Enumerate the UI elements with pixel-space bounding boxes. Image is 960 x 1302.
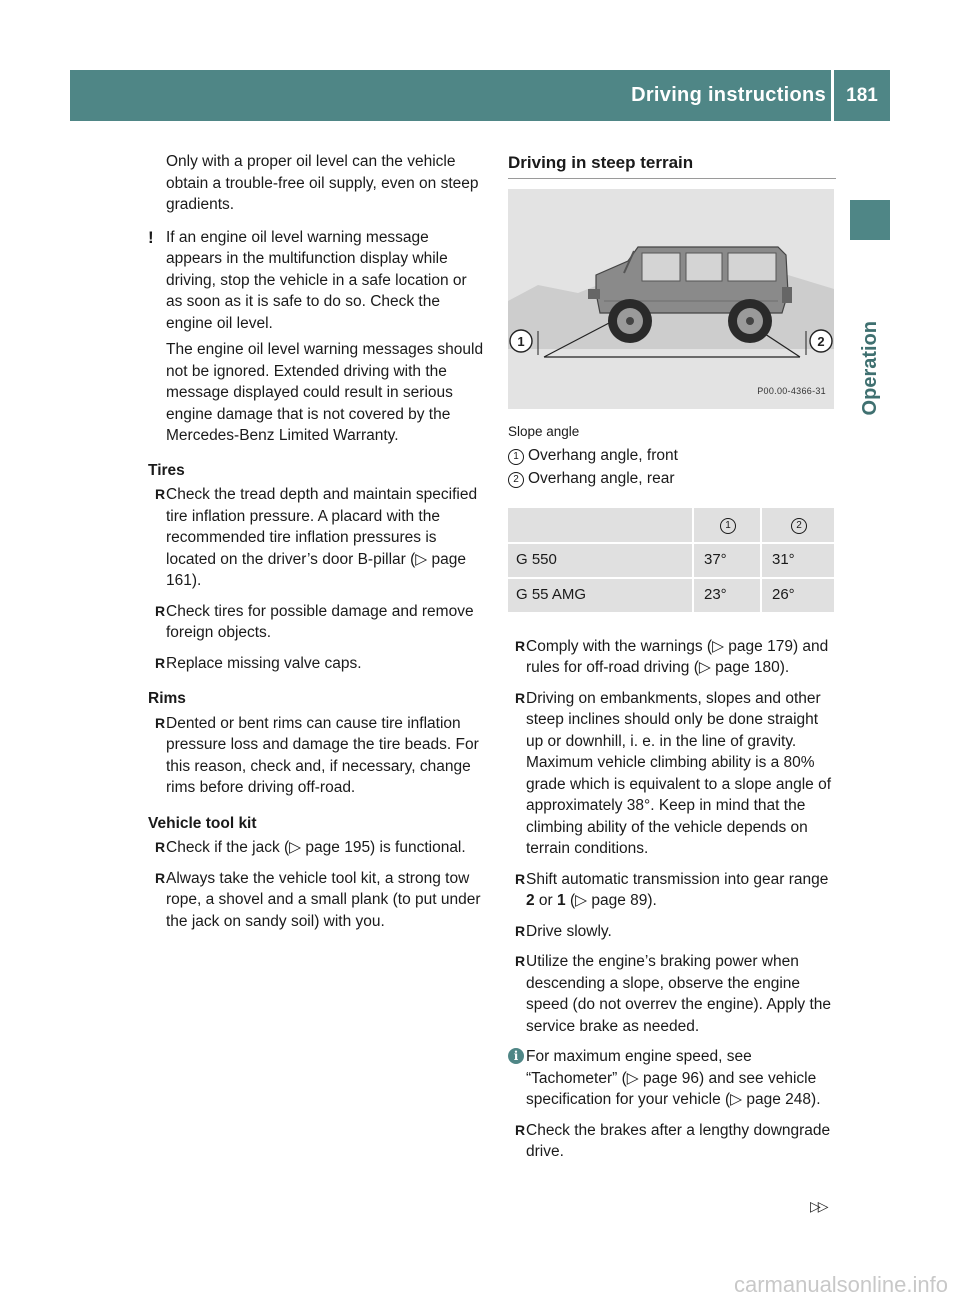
toolkit-heading: Vehicle tool kit (148, 814, 257, 832)
list-item: R Check tires for possible damage and remove foreign objects. (155, 602, 474, 641)
steep-terrain-title: Driving in steep terrain (508, 151, 836, 179)
table-header-row (508, 508, 834, 543)
list-item: R Shift automatic transmission into gear range 2 or 1 (▷ page 89). (515, 870, 829, 909)
table-cell: G 550 (508, 543, 693, 578)
bullet-mark: R (155, 839, 166, 855)
table-header-cell (508, 508, 693, 543)
list-item: R Check if the jack (▷ page 195) is functional. (148, 837, 484, 859)
brakes-list (508, 1120, 836, 1163)
svg-text:2: 2 (817, 334, 825, 349)
svg-text:1: 1 (517, 334, 525, 349)
side-tab-label: Operation (858, 320, 881, 415)
figure-callout-2 (810, 330, 832, 352)
list-item: R Always take the vehicle tool kit, a strong tow rope, a shovel and a small plank (to put under the jack on sandy soil) with you. (155, 869, 481, 930)
overhang-angle-table (508, 508, 834, 614)
legend-item-front (508, 445, 836, 467)
legend-item-rear (508, 468, 836, 490)
list-item: R Check the tread depth and maintain specified tire inflation pressure. A placard with the recommended tire inflation pressures is located on the driver’s door B-pillar (▷ page 161). (155, 486, 478, 589)
table-header-cell: 1 (693, 508, 761, 543)
legend-text-front: Overhang angle, front (528, 446, 678, 464)
warning-icon: ! (148, 227, 154, 247)
table-row (508, 543, 834, 578)
table-row (508, 578, 834, 613)
toolkit-list (148, 837, 484, 932)
list-item: R Check the brakes after a lengthy downgrade drive. (515, 1121, 831, 1160)
bullet-mark: R (515, 637, 526, 654)
bullet-mark: R (515, 1121, 526, 1138)
list-item: R Dented or bent rims can cause tire inflation pressure loss and damage the tire beads. For this reason, check and, if necessary, change rims before driving off-road. (155, 714, 479, 796)
vehicle-illustration (508, 189, 834, 409)
legend-num-1: 1 (508, 449, 524, 465)
legend-text-rear: Overhang angle, rear (528, 470, 675, 487)
rims-list (148, 713, 484, 799)
side-tab-block (850, 200, 890, 240)
bullet-mark: R (515, 689, 526, 706)
bullet-mark: R (155, 714, 166, 731)
right-column (508, 151, 836, 1172)
gear-range-1: 1 (557, 892, 566, 909)
tires-list (148, 484, 484, 674)
figure-callout-1 (510, 330, 532, 352)
list-item: R Utilize the engine’s braking power when descending a slope, observe the engine speed (do not overrev the engine). Apply the service brake as needed. (515, 953, 832, 1035)
table-cell: 37° (693, 543, 761, 578)
info-note (508, 1046, 836, 1111)
slope-angle-figure (508, 189, 834, 409)
list-item: R Driving on embankments, slopes and other steep inclines should only be done straight up or downhill, i. e. in the line of gravity. Maximum vehicle climbing ability is a 80% grade which is equivalent to a slope angle of approximately 38°. Keep in mind that the climbing ability of the vehicle depends on terrain conditions. (515, 689, 832, 857)
bullet-mark: R (155, 602, 166, 619)
tires-heading: Tires (148, 461, 185, 479)
table-header-cell: 2 (761, 508, 834, 543)
bullet-mark: R (515, 953, 526, 969)
warning-text: If an engine oil level warning message appears in the multifunction display while driving, stop the vehicle in a safe location or as soon as it is safe to do so. Check the engine oil level. (166, 228, 467, 332)
warning-note (148, 227, 484, 447)
table-cell: G 55 AMG (508, 578, 693, 613)
bullet-mark: R (515, 922, 526, 939)
bullet-mark: R (515, 870, 526, 887)
list-item: R Drive slowly. (508, 921, 836, 943)
legend-num-2: 2 (508, 472, 524, 488)
page-number: 181 (846, 85, 878, 106)
rims-heading: Rims (148, 690, 186, 707)
left-column (148, 151, 484, 941)
bullet-mark: R (155, 486, 166, 502)
side-tab-label-wrap (858, 255, 882, 415)
bullet-mark: R (155, 869, 166, 886)
table-cell: 23° (693, 578, 761, 613)
oil-paragraph: Only with a proper oil level can the vehicle obtain a trouble-free oil supply, even on steep gradients. (166, 153, 479, 213)
figure-code: P00.00-4366-31 (757, 385, 826, 396)
section-header-title: Driving instructions (631, 84, 826, 106)
steep-terrain-list (508, 636, 836, 1038)
figure-caption: Slope angle (508, 424, 580, 439)
continue-arrows-icon: ▷▷ (810, 1198, 826, 1214)
table-cell: 26° (761, 578, 834, 613)
info-text: For maximum engine speed, see “Tachometer” (▷ page 96) and see vehicle specification for your vehicle (▷ page 248). (526, 1048, 821, 1108)
warning-text-2: The engine oil level warning messages should not be ignored. Extended driving with the message displayed could result in serious engine damage that is not covered by the Mercedes-Benz Limited Warranty. (166, 341, 484, 444)
gear-range-2: 2 (526, 892, 535, 909)
list-item: R Comply with the warnings (▷ page 179) and rules for off-road driving (▷ page 180). (515, 637, 829, 676)
watermark: carmanualsonline.info (733, 1272, 948, 1297)
list-item: R Replace missing valve caps. (148, 653, 484, 675)
info-icon: i (508, 1048, 524, 1064)
table-cell: 31° (761, 543, 834, 578)
bullet-mark: R (155, 654, 166, 671)
